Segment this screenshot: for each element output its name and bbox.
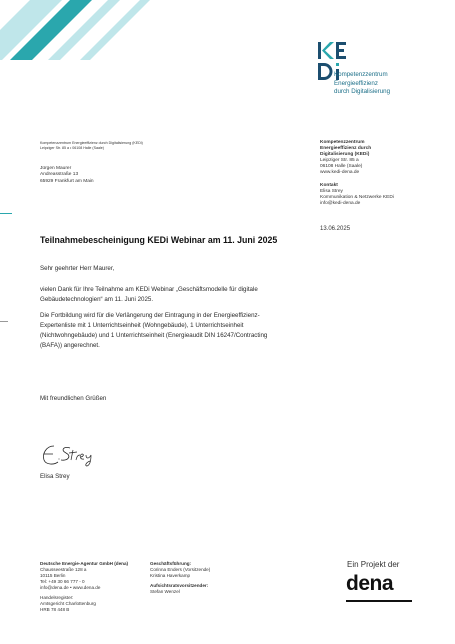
footer-company-name: Deutsche Energie-Agentur GmbH (dena) (40, 561, 129, 566)
letter-date: 13.06.2025 (320, 226, 351, 232)
info-address: 06108 Halle (Saale) (320, 164, 363, 170)
paragraph-line: (BAFA)) angerechnet. (40, 342, 100, 349)
signer-name: Elisa Strey (40, 473, 70, 480)
footer-management (150, 561, 210, 595)
footer-line: Chausseestraße 128 a (40, 567, 87, 572)
sender-line (40, 141, 143, 150)
recipient-street: Andreasstraße 13 (40, 172, 79, 178)
footer-line: 10115 Berlin (40, 573, 66, 578)
paragraph-line: Die Fortbildung wird für die Verlängerung der Eintragung in der Energieeffizienz- (40, 312, 260, 319)
sender-line-text: Kompetenzzentrum Energieeffizienz durch Digitalisierung (KEDi) (40, 141, 143, 145)
sender-line-text: Leipziger Str. 85 a • 06108 Halle (Saale) (40, 145, 104, 150)
letter-title: Teilnahmebescheinigung KEDi Webinar am 11. Juni 2025 (40, 235, 278, 245)
footer-register-heading: Handelsregister: (40, 595, 74, 600)
dena-logo-underline (346, 600, 412, 602)
footer-contact-link[interactable]: info@dena.de • www.dena.de (40, 585, 101, 590)
footer-board-heading: Aufsichtsratsvorsitzender: (150, 583, 209, 588)
handwritten-signature (40, 440, 100, 470)
recipient-address (40, 166, 94, 185)
paragraph-line: Gebäudetechnologien“ am 11. Juni 2025. (40, 296, 154, 303)
fold-mark-top (0, 213, 12, 214)
info-block (320, 140, 440, 207)
logo-line: Kompetenzzentrum (334, 71, 388, 78)
info-website-link[interactable]: www.kedi-dena.de (320, 170, 360, 176)
salutation: Sehr geehrter Herr Maurer, (40, 265, 115, 272)
logo-line: Energieeffizienz (334, 79, 378, 87)
paragraph-credit (40, 311, 340, 351)
recipient-name: Jürgen Maurer (40, 166, 72, 171)
paragraph-line: vielen Dank für Ihre Teilnahme am KEDi Webinar „Geschäftsmodelle für digitale (40, 286, 258, 293)
logo-text (334, 71, 390, 97)
info-org: Energieeffizienz durch (320, 146, 372, 152)
logo-line: durch Digitalisierung (334, 88, 391, 96)
footer-line: HRB 78 448 B (40, 607, 70, 612)
info-org: Digitalisierung (KEDi) (320, 152, 370, 158)
footer-line: Tel: +49 30 66 777 - 0 (40, 579, 85, 584)
footer-line: Corinna Enders (Vorsitzende) (150, 567, 211, 572)
contact-email-link[interactable]: info@kedi-dena.de (320, 200, 361, 206)
dena-logo: dena (346, 572, 394, 595)
footer-management-heading: Geschäftsführung: (150, 561, 192, 566)
paragraph-thanks (40, 285, 340, 305)
paragraph-line: (Nichtwohngebäude) und 1 Unterrichtseinheit (Energieaudit DIN 16247/Contracting (40, 332, 268, 339)
footer-line: Stefan Wenzel (150, 589, 180, 594)
project-of-label: Ein Projekt der (347, 560, 400, 569)
fold-mark-middle (0, 321, 8, 322)
footer-line: Kristina Haverkamp (150, 573, 191, 578)
recipient-city: 65929 Frankfurt am Main (40, 178, 94, 184)
contact-name: Elisa Strey (320, 188, 343, 194)
info-address: Leipziger Str. 85 a (320, 158, 359, 164)
contact-heading: Kontakt (320, 182, 338, 188)
contact-role: Kommunikation & Netzwerke KEDi (320, 194, 394, 200)
footer-line: Amtsgericht Charlottenburg (40, 601, 96, 606)
closing: Mit freundlichen Grüßen (40, 395, 107, 402)
paragraph-line: Expertenliste mit 1 Unterrichtseinheit (Wohngebäude), 1 Unterrichtseinheit (40, 322, 244, 329)
info-org: Kompetenzzentrum (320, 140, 365, 145)
footer-company (40, 561, 128, 613)
header-stripes (0, 0, 180, 60)
